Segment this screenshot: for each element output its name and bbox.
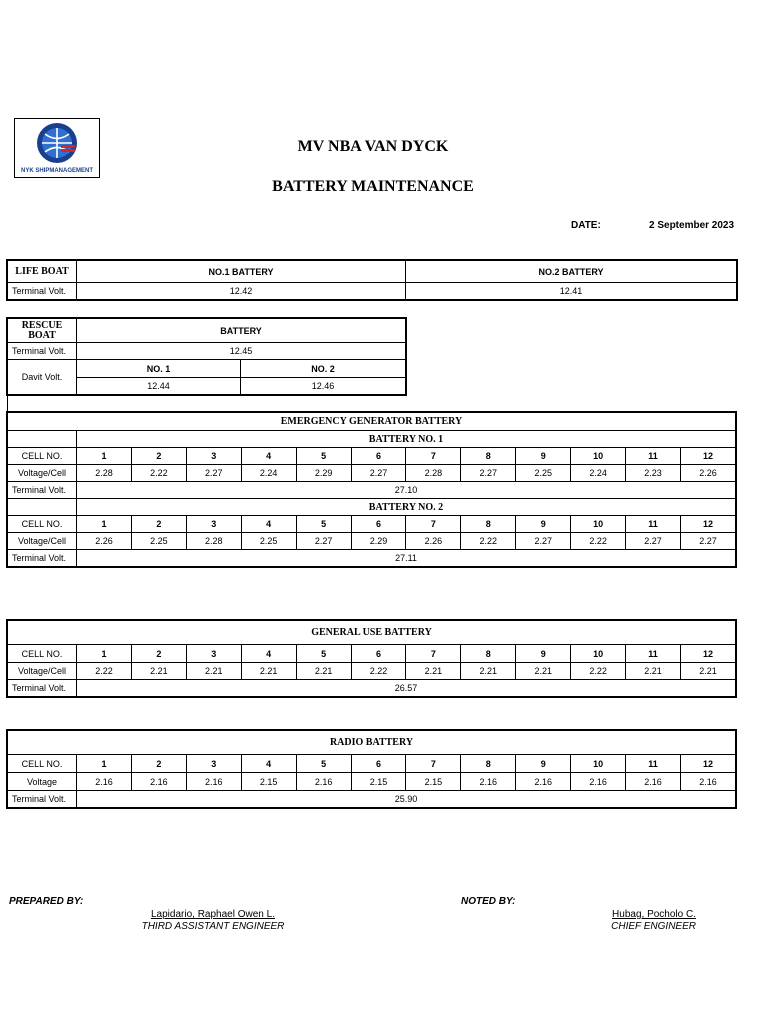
cell-number: 4	[241, 645, 296, 663]
battery-no2-title: BATTERY NO. 2	[77, 499, 736, 516]
cell-voltage: 2.25	[131, 533, 186, 550]
cell-voltage: 2.22	[461, 533, 516, 550]
radio-title: RADIO BATTERY	[8, 731, 736, 755]
vessel-name: MV NBA VAN DYCK	[297, 138, 449, 155]
prepared-by-role: THIRD ASSISTANT ENGINEER	[141, 921, 285, 932]
cell-voltage: 2.27	[351, 465, 406, 482]
cell-number: 4	[241, 755, 296, 773]
cell-number: 12	[680, 755, 735, 773]
voltage-row	[8, 533, 736, 550]
cell-voltage: 2.21	[131, 663, 186, 680]
cell-voltage: 2.28	[77, 465, 132, 482]
cell-voltage: 2.27	[680, 533, 735, 550]
cell-voltage: 2.16	[296, 773, 351, 791]
cell-number-row-label: CELL NO.	[8, 645, 77, 663]
cell-number: 10	[571, 448, 626, 465]
cell-number: 2	[131, 755, 186, 773]
cell-voltage: 2.16	[626, 773, 681, 791]
cell-voltage: 2.22	[131, 465, 186, 482]
cell-number: 5	[296, 516, 351, 533]
cell-voltage: 2.24	[241, 465, 296, 482]
cell-number: 3	[186, 645, 241, 663]
cell-voltage: 2.16	[461, 773, 516, 791]
cell-voltage: 2.29	[296, 465, 351, 482]
page-title: BATTERY MAINTENANCE	[272, 178, 474, 195]
noted-by-name: Hubag, Pocholo C.	[612, 909, 696, 920]
cell-voltage: 2.21	[186, 663, 241, 680]
cell-number: 3	[186, 755, 241, 773]
cell-number: 7	[406, 448, 461, 465]
lifeboat-no1-header: NO.1 BATTERY	[77, 261, 406, 283]
cell-voltage: 2.21	[241, 663, 296, 680]
lifeboat-label: LIFE BOAT	[8, 261, 77, 283]
cell-number: 12	[680, 516, 735, 533]
voltage-row	[8, 465, 736, 482]
voltage-row	[8, 663, 736, 680]
cell-number: 1	[77, 516, 132, 533]
lifeboat-terminal-label: Terminal Volt.	[8, 283, 77, 300]
cell-voltage: 2.28	[186, 533, 241, 550]
radio-battery-table	[7, 730, 736, 808]
cell-number: 5	[296, 448, 351, 465]
cell-number: 10	[571, 516, 626, 533]
cell-voltage: 2.26	[406, 533, 461, 550]
cell-number-row-label: CELL NO.	[8, 516, 77, 533]
voltage-row-label: Voltage/Cell	[8, 663, 77, 680]
cell-number: 8	[461, 516, 516, 533]
cell-number: 8	[461, 645, 516, 663]
cell-number: 11	[626, 645, 681, 663]
cell-voltage: 2.21	[406, 663, 461, 680]
section-connector	[7, 394, 8, 414]
cell-number: 5	[296, 645, 351, 663]
emergency-title: EMERGENCY GENERATOR BATTERY	[8, 413, 736, 431]
cell-number: 5	[296, 755, 351, 773]
cell-number: 6	[351, 645, 406, 663]
cell-number: 10	[571, 755, 626, 773]
davit-no1-header: NO. 1	[77, 360, 241, 378]
cell-number: 1	[77, 448, 132, 465]
cell-voltage: 2.22	[571, 533, 626, 550]
cell-number: 9	[516, 448, 571, 465]
cell-voltage: 2.27	[461, 465, 516, 482]
general-title: GENERAL USE BATTERY	[8, 621, 736, 645]
cell-voltage: 2.21	[296, 663, 351, 680]
cell-number: 9	[516, 645, 571, 663]
general-use-table	[7, 620, 736, 697]
cell-voltage: 2.26	[680, 465, 735, 482]
prepared-by-label: PREPARED BY:	[9, 896, 84, 907]
cell-number: 12	[680, 448, 735, 465]
cell-number-row	[8, 645, 736, 663]
prepared-by-name: Lapidario, Raphael Owen L.	[151, 909, 275, 920]
rescue-terminal-value: 12.45	[77, 343, 406, 360]
cell-voltage: 2.29	[351, 533, 406, 550]
cell-voltage: 2.16	[516, 773, 571, 791]
cell-number: 2	[131, 645, 186, 663]
cell-number: 2	[131, 448, 186, 465]
cell-voltage: 2.24	[571, 465, 626, 482]
cell-number: 12	[680, 645, 735, 663]
davit-no2-header: NO. 2	[241, 360, 406, 378]
radio-terminal-value: 25.90	[77, 791, 736, 808]
rescue-boat-table	[7, 318, 406, 395]
lifeboat-no1-value: 12.42	[77, 283, 406, 300]
rescue-boat-label: RESCUE BOAT	[8, 319, 77, 343]
noted-by-role: CHIEF ENGINEER	[611, 921, 696, 932]
cell-number: 3	[186, 448, 241, 465]
davit-label: Davit Volt.	[8, 360, 77, 395]
cell-number: 11	[626, 755, 681, 773]
cell-voltage: 2.21	[626, 663, 681, 680]
cell-voltage: 2.22	[77, 663, 132, 680]
cell-number: 9	[516, 516, 571, 533]
cell-voltage: 2.21	[461, 663, 516, 680]
voltage-row-label: Voltage	[8, 773, 77, 791]
cell-number: 1	[77, 645, 132, 663]
cell-voltage: 2.21	[516, 663, 571, 680]
terminal-label: Terminal Volt.	[8, 482, 77, 499]
cell-voltage: 2.27	[296, 533, 351, 550]
cell-number: 6	[351, 516, 406, 533]
cell-voltage: 2.28	[406, 465, 461, 482]
cell-voltage: 2.22	[571, 663, 626, 680]
cell-voltage: 2.25	[241, 533, 296, 550]
lifeboat-no2-header: NO.2 BATTERY	[406, 261, 737, 283]
cell-number: 10	[571, 645, 626, 663]
cell-number: 8	[461, 755, 516, 773]
emergency-generator-table	[7, 412, 736, 567]
cell-voltage: 2.15	[351, 773, 406, 791]
voltage-row-label: Voltage/Cell	[8, 533, 77, 550]
cell-number: 4	[241, 516, 296, 533]
cell-number: 1	[77, 755, 132, 773]
voltage-row-label: Voltage/Cell	[8, 465, 77, 482]
terminal-label: Terminal Volt.	[8, 680, 77, 697]
cell-number: 2	[131, 516, 186, 533]
cell-number: 6	[351, 448, 406, 465]
davit-no2-value: 12.46	[241, 378, 406, 395]
cell-number-row	[8, 516, 736, 533]
cell-number: 7	[406, 516, 461, 533]
davit-no1-value: 12.44	[77, 378, 241, 395]
voltage-row	[8, 773, 736, 791]
cell-voltage: 2.25	[516, 465, 571, 482]
cell-number: 11	[626, 516, 681, 533]
cell-number-row	[8, 448, 736, 465]
rescue-battery-header: BATTERY	[77, 319, 406, 343]
cell-voltage: 2.27	[186, 465, 241, 482]
cell-voltage: 2.26	[77, 533, 132, 550]
cell-voltage: 2.27	[626, 533, 681, 550]
lifeboat-no2-value: 12.41	[406, 283, 737, 300]
terminal-label: Terminal Volt.	[8, 791, 77, 808]
cell-number: 3	[186, 516, 241, 533]
rescue-terminal-label: Terminal Volt.	[8, 343, 77, 360]
cell-voltage: 2.22	[351, 663, 406, 680]
cell-number: 7	[406, 755, 461, 773]
cell-voltage: 2.16	[131, 773, 186, 791]
cell-number-row	[8, 755, 736, 773]
cell-voltage: 2.16	[571, 773, 626, 791]
cell-number: 8	[461, 448, 516, 465]
cell-voltage: 2.23	[626, 465, 681, 482]
cell-number-row-label: CELL NO.	[8, 755, 77, 773]
cell-voltage: 2.16	[680, 773, 735, 791]
cell-voltage: 2.16	[77, 773, 132, 791]
cell-voltage: 2.16	[186, 773, 241, 791]
terminal-label: Terminal Volt.	[8, 550, 77, 567]
date-label: DATE:	[571, 220, 601, 231]
noted-by-label: NOTED BY:	[461, 896, 516, 907]
cell-voltage: 2.15	[406, 773, 461, 791]
cell-number: 6	[351, 755, 406, 773]
cell-number: 11	[626, 448, 681, 465]
cell-number-row-label: CELL NO.	[8, 448, 77, 465]
cell-number: 9	[516, 755, 571, 773]
battery-no1-title: BATTERY NO. 1	[77, 431, 736, 448]
battery-no2-terminal-value: 27.11	[77, 550, 736, 567]
date-value: 2 September 2023	[649, 220, 735, 231]
cell-number: 7	[406, 645, 461, 663]
cell-voltage: 2.15	[241, 773, 296, 791]
general-terminal-value: 26.57	[77, 680, 736, 697]
logo-text: NYK SHIPMANAGEMENT	[20, 168, 93, 174]
cell-number: 4	[241, 448, 296, 465]
cell-voltage: 2.27	[516, 533, 571, 550]
cell-voltage: 2.21	[680, 663, 735, 680]
battery-no1-terminal-value: 27.10	[77, 482, 736, 499]
lifeboat-table	[7, 260, 737, 300]
